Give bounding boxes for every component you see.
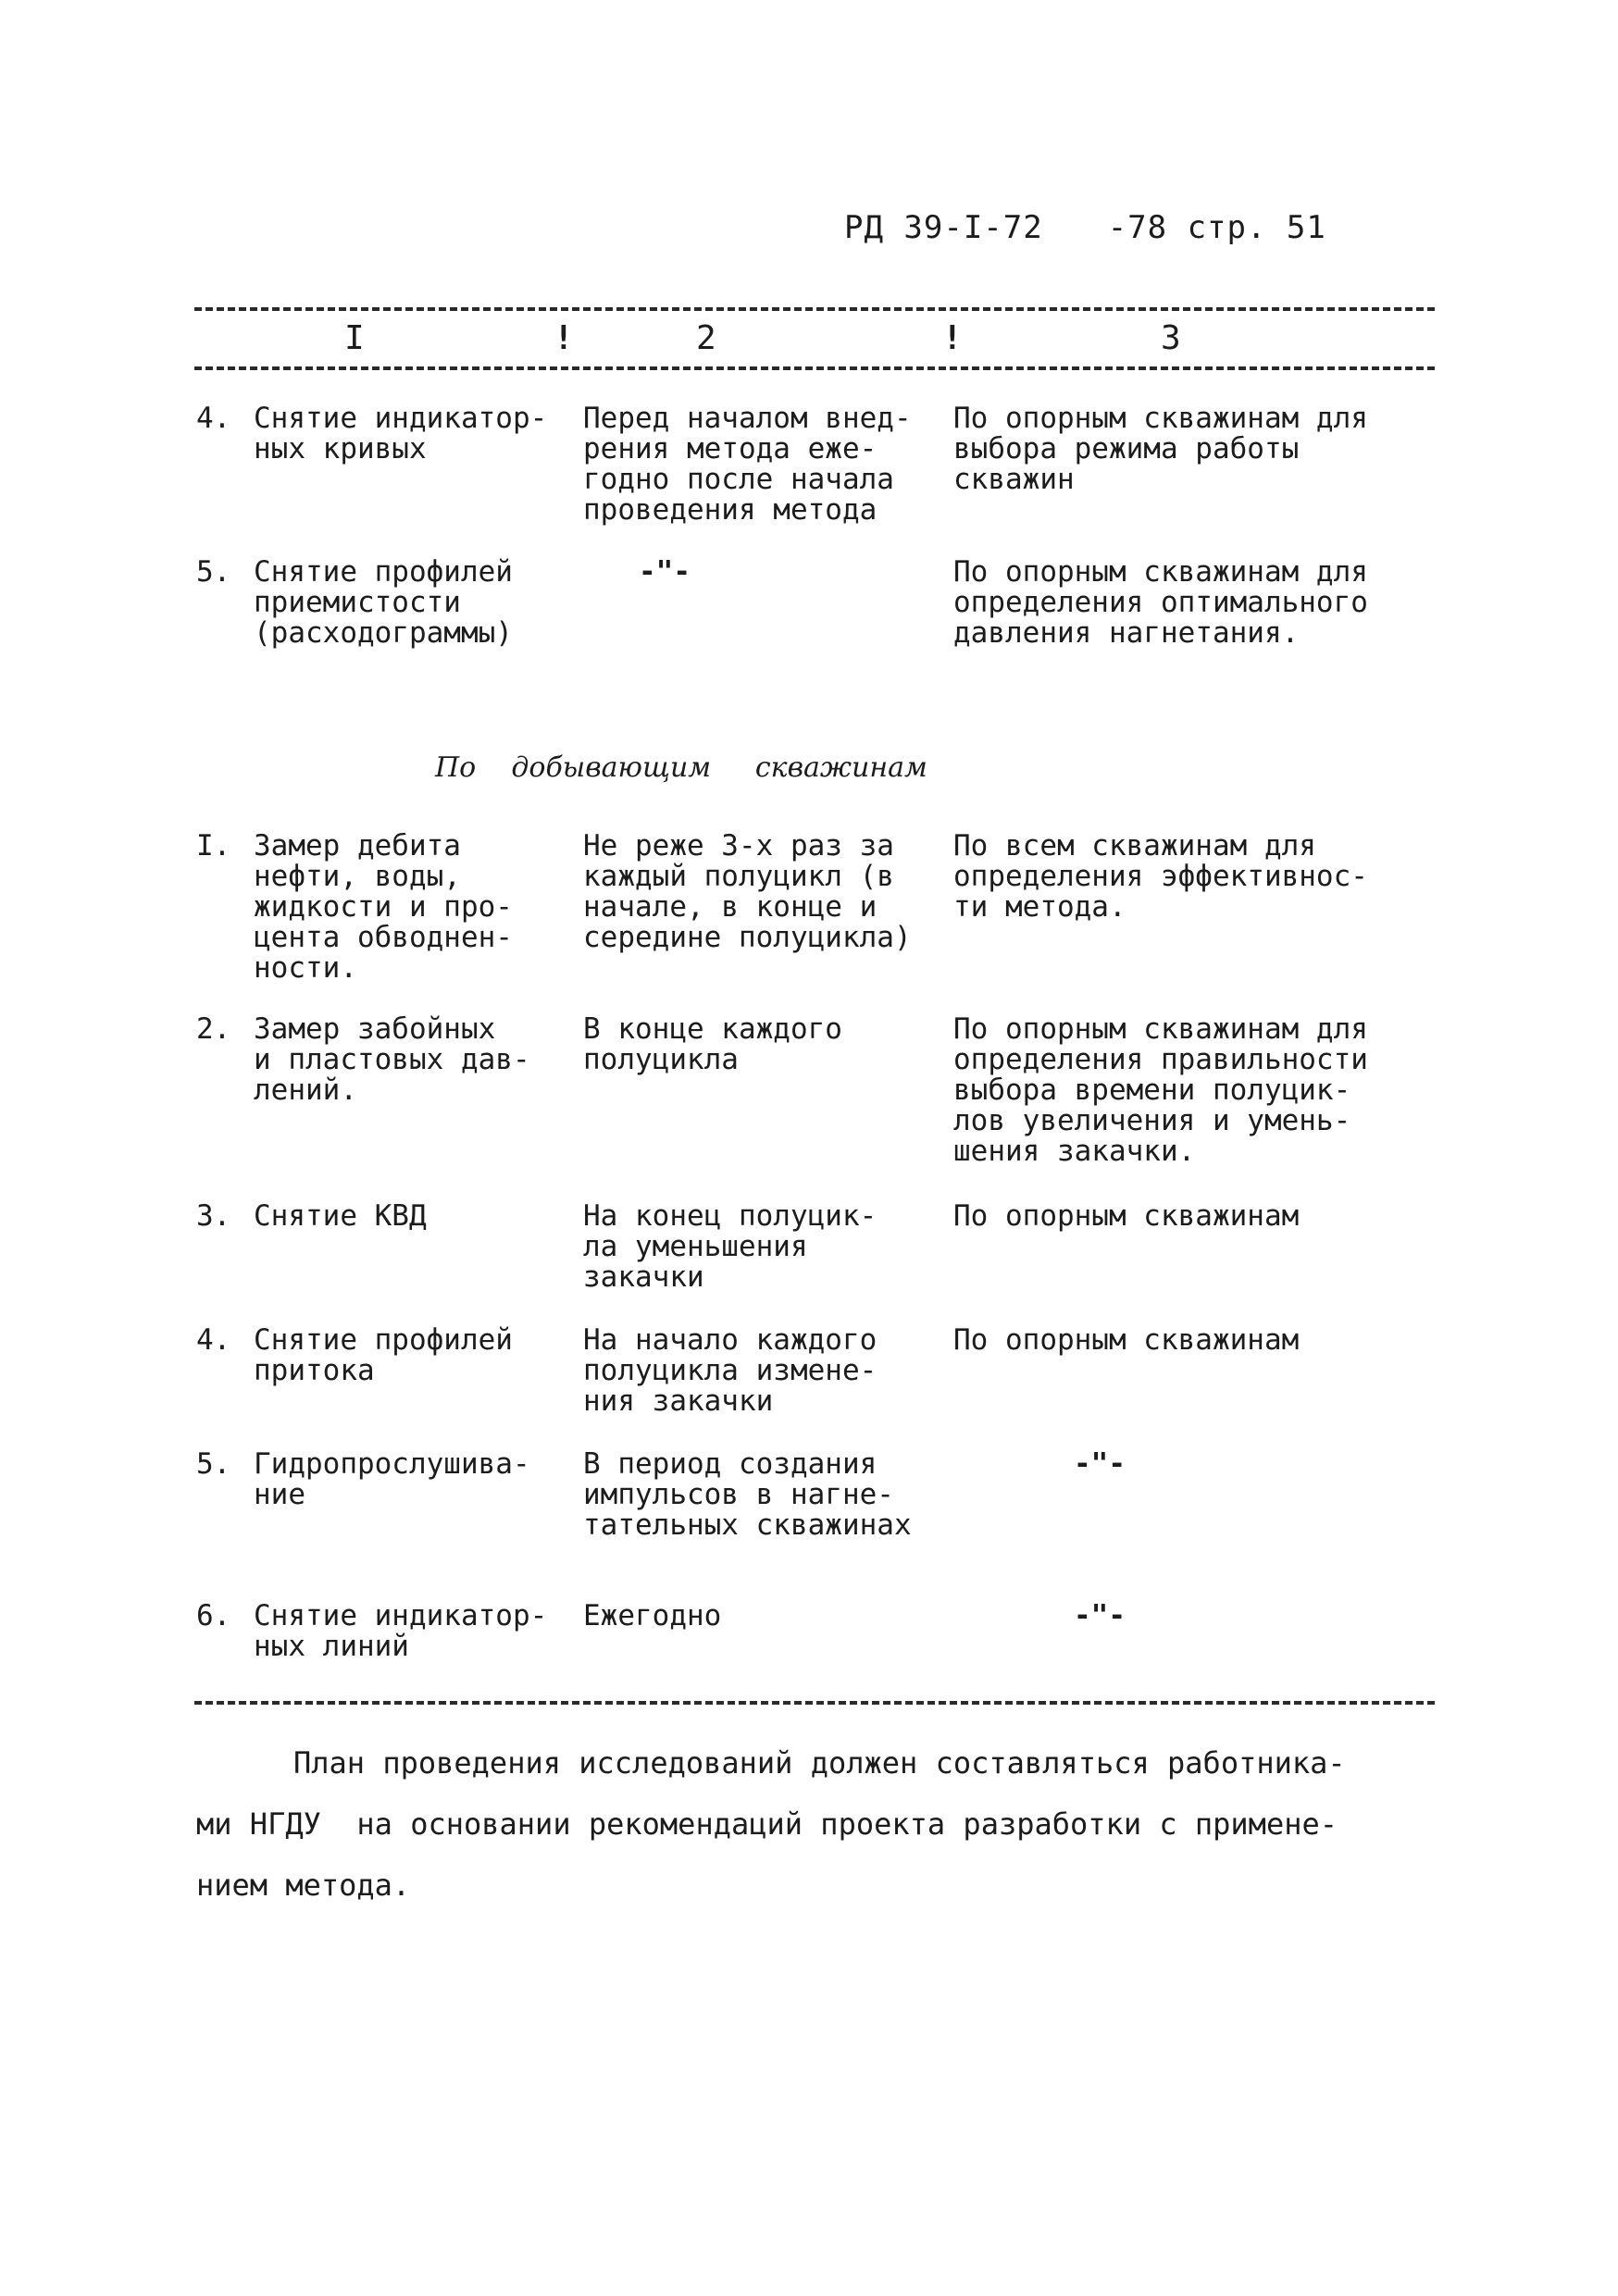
table-bottom-rule	[194, 1701, 1435, 1705]
measurement-type: Снятие индикатор- ных линий	[254, 1599, 548, 1663]
row-number: 4.	[196, 402, 231, 435]
paragraph-line: План проведения исследований должен составляться работника-	[293, 1745, 1346, 1781]
row-number: І.	[196, 829, 231, 863]
measurement-timing: На начало каждого полуцикла измене- ния закачки	[583, 1323, 877, 1418]
measurement-type: Замер забойных и пластовых дав- лений.	[254, 1012, 530, 1107]
row-number: 2.	[196, 1012, 231, 1046]
measurement-timing: В конце каждого полуцикла	[583, 1012, 842, 1076]
page-number: -78 стр. 51	[1107, 209, 1326, 246]
measurement-wells: По опорным скважинам	[953, 1199, 1300, 1233]
measurement-timing: В период создания импульсов в нагне- тательных скважинах	[583, 1447, 912, 1542]
column-separator-2: !	[942, 319, 963, 357]
measurement-timing: Не реже 3-х раз за каждый полуцикл (в начале, в конце и середине полуцикла)	[583, 829, 912, 954]
paragraph-line: нием метода.	[196, 1868, 411, 1903]
row-number: 4.	[196, 1323, 231, 1357]
measurement-timing: На конец полуцик- ла уменьшения закачки	[583, 1199, 877, 1294]
row-number: 5.	[196, 1447, 231, 1481]
closing-paragraph	[196, 1732, 1437, 1916]
column-heading-3: 3	[1161, 319, 1181, 357]
measurement-wells: По опорным скважинам	[953, 1323, 1300, 1357]
measurement-type: Снятие профилей приемистости (расходограммы)	[254, 555, 513, 650]
column-separator-1: !	[554, 319, 574, 357]
ditto-mark: -"-	[639, 555, 691, 589]
table-top-rule	[194, 307, 1435, 311]
measurement-type: Снятие КВД	[254, 1199, 427, 1233]
column-heading-2: 2	[696, 319, 716, 357]
paragraph-line: ми НГДУ на основании рекомендаций проекта разработки с примене-	[196, 1806, 1338, 1842]
row-number: 5.	[196, 555, 231, 589]
page-header	[844, 209, 1326, 246]
measurement-wells: По опорным скважинам для выбора режима работы скважин	[953, 402, 1368, 496]
measurement-wells: По опорным скважинам для определения правильности выбора времени полуцик- лов увеличения и умень- шения закачки.	[953, 1012, 1368, 1168]
measurement-type: Снятие индикатор- ных кривых	[254, 402, 548, 465]
measurement-timing: Перед началом внед- рения метода еже- годно после начала проведения метода	[583, 402, 912, 527]
ditto-mark: -"-	[1074, 1599, 1126, 1632]
column-heading-1: І	[344, 319, 365, 357]
measurement-wells: По опорным скважинам для определения оптимального давления нагнетания.	[953, 555, 1368, 650]
section-title: По добывающим скважинам	[435, 751, 927, 784]
row-number: 6.	[196, 1599, 231, 1632]
table-header-rule	[194, 366, 1435, 370]
measurement-type: Гидропрослушива- ние	[254, 1447, 530, 1511]
ditto-mark: -"-	[1074, 1447, 1126, 1481]
measurement-timing: Ежегодно	[583, 1599, 722, 1632]
measurement-type: Снятие профилей притока	[254, 1323, 513, 1387]
document-code: РД 39-І-72	[844, 209, 1043, 246]
row-number: 3.	[196, 1199, 231, 1233]
measurement-wells: По всем скважинам для определения эффективнос- ти метода.	[953, 829, 1368, 924]
measurement-type: Замер дебита нефти, воды, жидкости и про- цента обводнен- ности.	[254, 829, 513, 985]
